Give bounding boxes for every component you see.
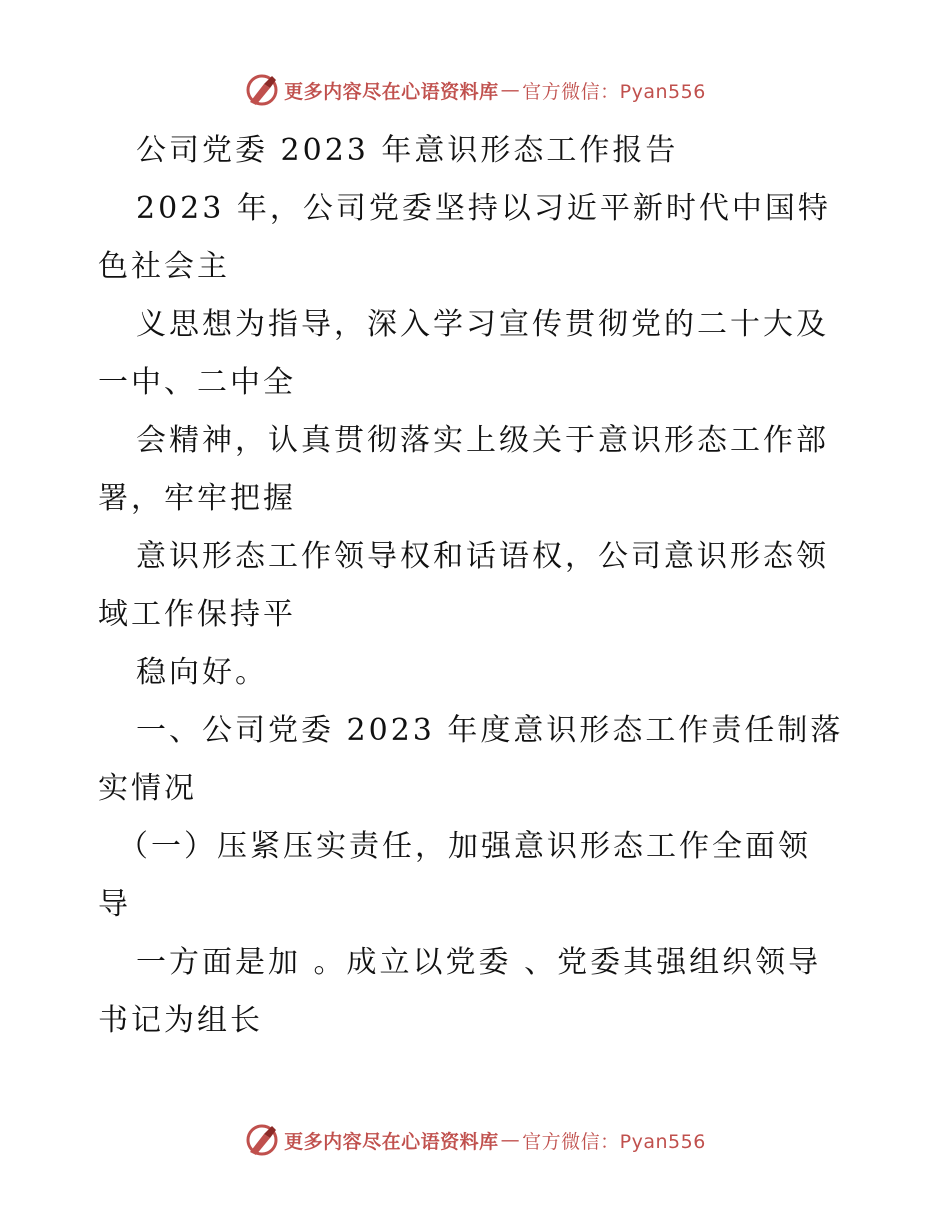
text-line: 稳向好。	[136, 655, 268, 690]
text-line: 书记为组长	[98, 1003, 263, 1038]
pen-logo-icon	[244, 72, 280, 108]
text-line: 会精神，认真贯彻落实上级关于意识形态工作部	[136, 423, 829, 458]
text-line: 意识形态工作领导权和话语权，公司意识形态领	[136, 539, 829, 574]
header-watermark	[0, 70, 950, 110]
watermark-separator: —	[500, 79, 521, 101]
text-line: 2023 年，公司党委坚持以习近平新时代中国特	[136, 191, 831, 226]
subsection-heading: （一）压紧压实责任，加强意识形态工作全面领	[118, 829, 811, 864]
text-line: 署，牢牢把握	[98, 481, 296, 516]
text-line: 一中、二中全	[98, 365, 296, 400]
pen-logo-icon	[244, 1122, 280, 1158]
watermark-separator: —	[500, 1129, 521, 1151]
report-body	[98, 122, 858, 1050]
text-line: 义思想为指导，深入学习宣传贯彻党的二十大及	[136, 307, 829, 342]
text-line: 一方面是加 。成立以党委 、党委其强组织领导	[136, 945, 822, 980]
watermark-contact: 官方微信：Pyan556	[522, 80, 706, 103]
text-line: 导	[98, 887, 131, 922]
text-line: 实情况	[98, 771, 197, 806]
text-line: 色社会主	[98, 249, 230, 284]
report-title: 公司党委 2023 年意识形态工作报告	[136, 133, 679, 168]
section-heading: 一、公司党委 2023 年度意识形态工作责任制落	[136, 713, 844, 748]
footer-watermark	[0, 1120, 950, 1160]
watermark-label: 更多内容尽在心语资料库	[284, 80, 499, 103]
watermark-contact: 官方微信：Pyan556	[522, 1130, 706, 1153]
text-line: 域工作保持平	[98, 597, 296, 632]
watermark-label: 更多内容尽在心语资料库	[284, 1130, 499, 1153]
